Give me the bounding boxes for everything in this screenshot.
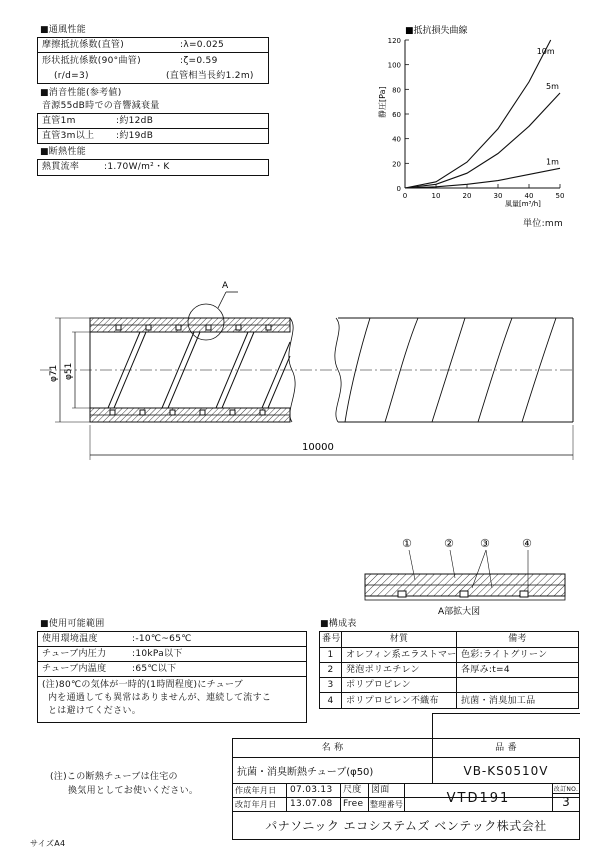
usage-note-line: (注)80℃の気体が一時的(1時間程度)にチューブ bbox=[42, 680, 244, 690]
company-name: パナソニック エコシステムズ ベンテック株式会社 bbox=[265, 819, 547, 833]
ventilation-label: 摩擦抵抗係数(直管) bbox=[42, 39, 125, 50]
ventilation-value: :ζ=0.59 bbox=[180, 55, 218, 66]
composition-material: ポリプロピレン不織布 bbox=[342, 693, 457, 709]
composition-header: 材質 bbox=[342, 632, 457, 647]
bottom-note-line: (注)この断熱チューブは住宅の bbox=[50, 772, 178, 782]
chart-y-tick-label: 0 bbox=[396, 185, 401, 193]
scale-label: 尺度 bbox=[341, 784, 369, 797]
sound-title: ■消音性能(参考値) bbox=[40, 88, 122, 98]
ventilation-value: :λ=0.025 bbox=[180, 39, 225, 50]
detail-callout: A bbox=[222, 281, 229, 291]
chart-x-tick-label: 50 bbox=[555, 192, 565, 200]
composition-title: ■構成表 bbox=[320, 619, 357, 629]
thermal-value: :1.70W/m²・K bbox=[104, 162, 170, 172]
chart-y-tick-label: 100 bbox=[387, 61, 401, 70]
composition-note: 色彩:ライトグリーン bbox=[461, 649, 548, 660]
revised-date: 13.07.08 bbox=[287, 798, 341, 811]
chart-y-tick-label: 60 bbox=[392, 111, 401, 119]
usage-note-line: とは避けてください。 bbox=[48, 706, 142, 716]
product-header: 品 番 bbox=[495, 742, 517, 753]
bottom-note-line: 換気用としてお使いください。 bbox=[68, 786, 199, 796]
composition-note bbox=[457, 678, 461, 692]
ventilation-label: 形状抵抗係数(90°曲管) bbox=[42, 55, 141, 66]
detail-caption: A部拡大図 bbox=[438, 607, 481, 617]
sound-label: 直管1m bbox=[42, 115, 76, 126]
usage-title: ■使用可能範囲 bbox=[40, 619, 105, 629]
chart-x-tick-label: 20 bbox=[462, 192, 472, 200]
composition-no: 2 bbox=[320, 663, 342, 677]
dim-inner: φ51 bbox=[64, 362, 74, 380]
chart-xlabel: 風量[m³/h] bbox=[505, 200, 541, 208]
composition-note: 抗菌・消臭加工品 bbox=[461, 695, 536, 706]
usage-value: :10kPa以下 bbox=[132, 648, 183, 659]
composition-note: 各厚み:t=4 bbox=[461, 664, 510, 675]
ref-label: 整理番号 bbox=[370, 800, 404, 809]
chart-series-label: 1m bbox=[546, 157, 559, 167]
composition-no: 1 bbox=[320, 648, 342, 662]
sound-table bbox=[37, 113, 269, 144]
composition-material: オレフィン系エラストマー bbox=[342, 648, 457, 662]
ventilation-table bbox=[37, 37, 269, 84]
sound-subtitle: 音源55dB時での音響減衰量 bbox=[42, 101, 160, 111]
composition-header: 備考 bbox=[508, 634, 527, 644]
usage-label: チューブ内温度 bbox=[42, 663, 107, 674]
composition-material: ポリプロピレン bbox=[342, 678, 457, 692]
unit-label: 単位:mm bbox=[523, 219, 564, 229]
title-block-corner bbox=[432, 713, 580, 739]
chart-y-tick-label: 40 bbox=[392, 135, 401, 144]
thermal-label: 熱貫流率 bbox=[42, 162, 80, 172]
chart-ylabel: 静圧[Pa] bbox=[378, 86, 387, 118]
dim-length: 10000 bbox=[302, 442, 334, 453]
composition-header: 番号 bbox=[320, 632, 342, 647]
balloon-2: ② bbox=[444, 537, 454, 550]
composition-no: 3 bbox=[320, 678, 342, 692]
created-label: 作成年月日 bbox=[233, 784, 287, 797]
chart-x-tick-label: 40 bbox=[524, 192, 534, 200]
ventilation-value: (直管相当長約1.2m) bbox=[166, 70, 254, 81]
balloon-1: ① bbox=[402, 537, 412, 550]
chart-x-tick-label: 30 bbox=[493, 192, 503, 200]
pressure-loss-chart bbox=[355, 18, 580, 218]
thermal-title: ■断熱性能 bbox=[40, 147, 87, 157]
detail-a-drawing bbox=[360, 528, 570, 618]
balloon-3: ③ bbox=[480, 537, 490, 550]
scale-value: Free bbox=[341, 798, 369, 811]
chart-y-tick-label: 120 bbox=[387, 37, 401, 45]
sound-value: :約19dB bbox=[116, 131, 154, 141]
chart-series-label: 10m bbox=[536, 47, 555, 56]
ventilation-label: (r/d=3) bbox=[54, 70, 89, 81]
dim-outer: φ71 bbox=[49, 364, 59, 382]
usage-value: :65℃以下 bbox=[132, 663, 177, 674]
product-number: VB-KS0510V bbox=[463, 763, 549, 778]
chart-y-tick-label: 20 bbox=[392, 160, 401, 169]
chart-series-label: 5m bbox=[546, 82, 559, 92]
chart-series-line bbox=[405, 93, 560, 188]
created-date: 07.03.13 bbox=[287, 784, 341, 797]
chart-x-tick-label: 0 bbox=[402, 192, 408, 200]
name-header: 名 称 bbox=[233, 739, 433, 757]
revision-number: 3 bbox=[562, 795, 570, 809]
sound-label: 直管3m以上 bbox=[42, 131, 95, 141]
sound-value: :約12dB bbox=[116, 115, 154, 126]
revised-label: 改訂年月日 bbox=[233, 798, 287, 811]
title-block bbox=[232, 738, 580, 840]
composition-no: 4 bbox=[320, 693, 342, 709]
chart-y-tick-label: 80 bbox=[392, 86, 401, 95]
pipe-drawing bbox=[0, 270, 603, 480]
revision-label: 改訂NO. bbox=[553, 786, 579, 793]
usage-value: :-10℃~65℃ bbox=[132, 633, 192, 644]
chart-title: ■抵抗損失曲線 bbox=[405, 26, 468, 36]
paper-size: サイズA4 bbox=[30, 839, 66, 848]
product-name: 抗菌・消臭断熱チューブ(φ50) bbox=[233, 758, 433, 783]
ventilation-title: ■通風性能 bbox=[40, 25, 87, 35]
composition-material: 発泡ポリエチレン bbox=[342, 663, 457, 677]
usage-label: 使用環境温度 bbox=[42, 633, 98, 644]
drawing-label: 図面 bbox=[369, 784, 405, 797]
balloon-4: ④ bbox=[522, 537, 532, 550]
chart-x-tick-label: 10 bbox=[431, 192, 441, 200]
usage-label: チューブ内圧力 bbox=[42, 648, 107, 659]
usage-note-line: 内を通過しても異常はありませんが、連続して流すこ bbox=[48, 693, 272, 703]
thermal-table bbox=[37, 159, 269, 176]
drawing-number: VTD191 bbox=[405, 784, 553, 812]
usage-table bbox=[37, 631, 307, 723]
composition-table bbox=[319, 631, 579, 709]
